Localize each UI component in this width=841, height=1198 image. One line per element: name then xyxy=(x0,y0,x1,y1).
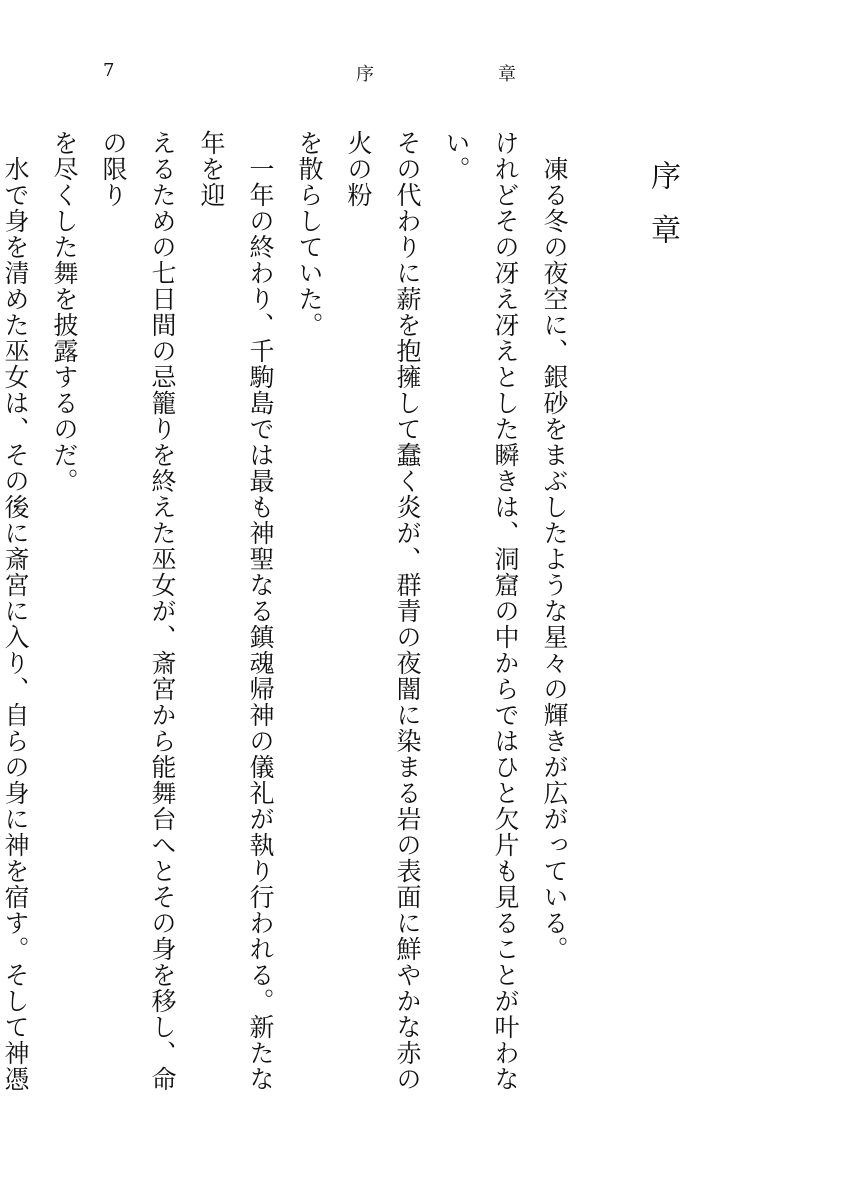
page-number: 7 xyxy=(103,60,115,81)
text-line: えるための七日間の忌籠りを終えた巫女が、斎宮から能舞台へとその身を移し、命の限り xyxy=(99,130,177,1092)
text-line: その代わりに薪を抱擁して蠢く炎が、群青の夜闇に染まる岩の表面に鮮やかな赤の火の粉 xyxy=(344,130,422,1092)
text-line: 水で身を清めた巫女は、その後に斎宮に入り、自らの身に神を宿す。そして神憑 xyxy=(1,156,30,1092)
body-text xyxy=(0,130,579,1110)
text-line: を散らしていた。 xyxy=(295,130,324,338)
text-line: を尽くした舞を披露するのだ。 xyxy=(50,130,79,494)
page-header xyxy=(0,60,841,90)
running-head-char: 章 xyxy=(498,64,516,85)
text-line: 一年の終わり、千駒島では最も神聖なる鎮魂帰神の儀礼が執り行われる。新たな年を迎 xyxy=(197,130,275,1092)
text-line: けれどその冴え冴えとした瞬きは、洞窟の中からではひと欠片も見ることが叶わない。 xyxy=(442,130,520,1092)
running-head-char: 序 xyxy=(356,64,374,85)
text-line: 凍る冬の夜空に、銀砂をまぶしたような星々の輝きが広がっている。 xyxy=(540,130,569,962)
chapter-title: 序章 xyxy=(645,160,680,268)
running-head xyxy=(356,60,516,86)
